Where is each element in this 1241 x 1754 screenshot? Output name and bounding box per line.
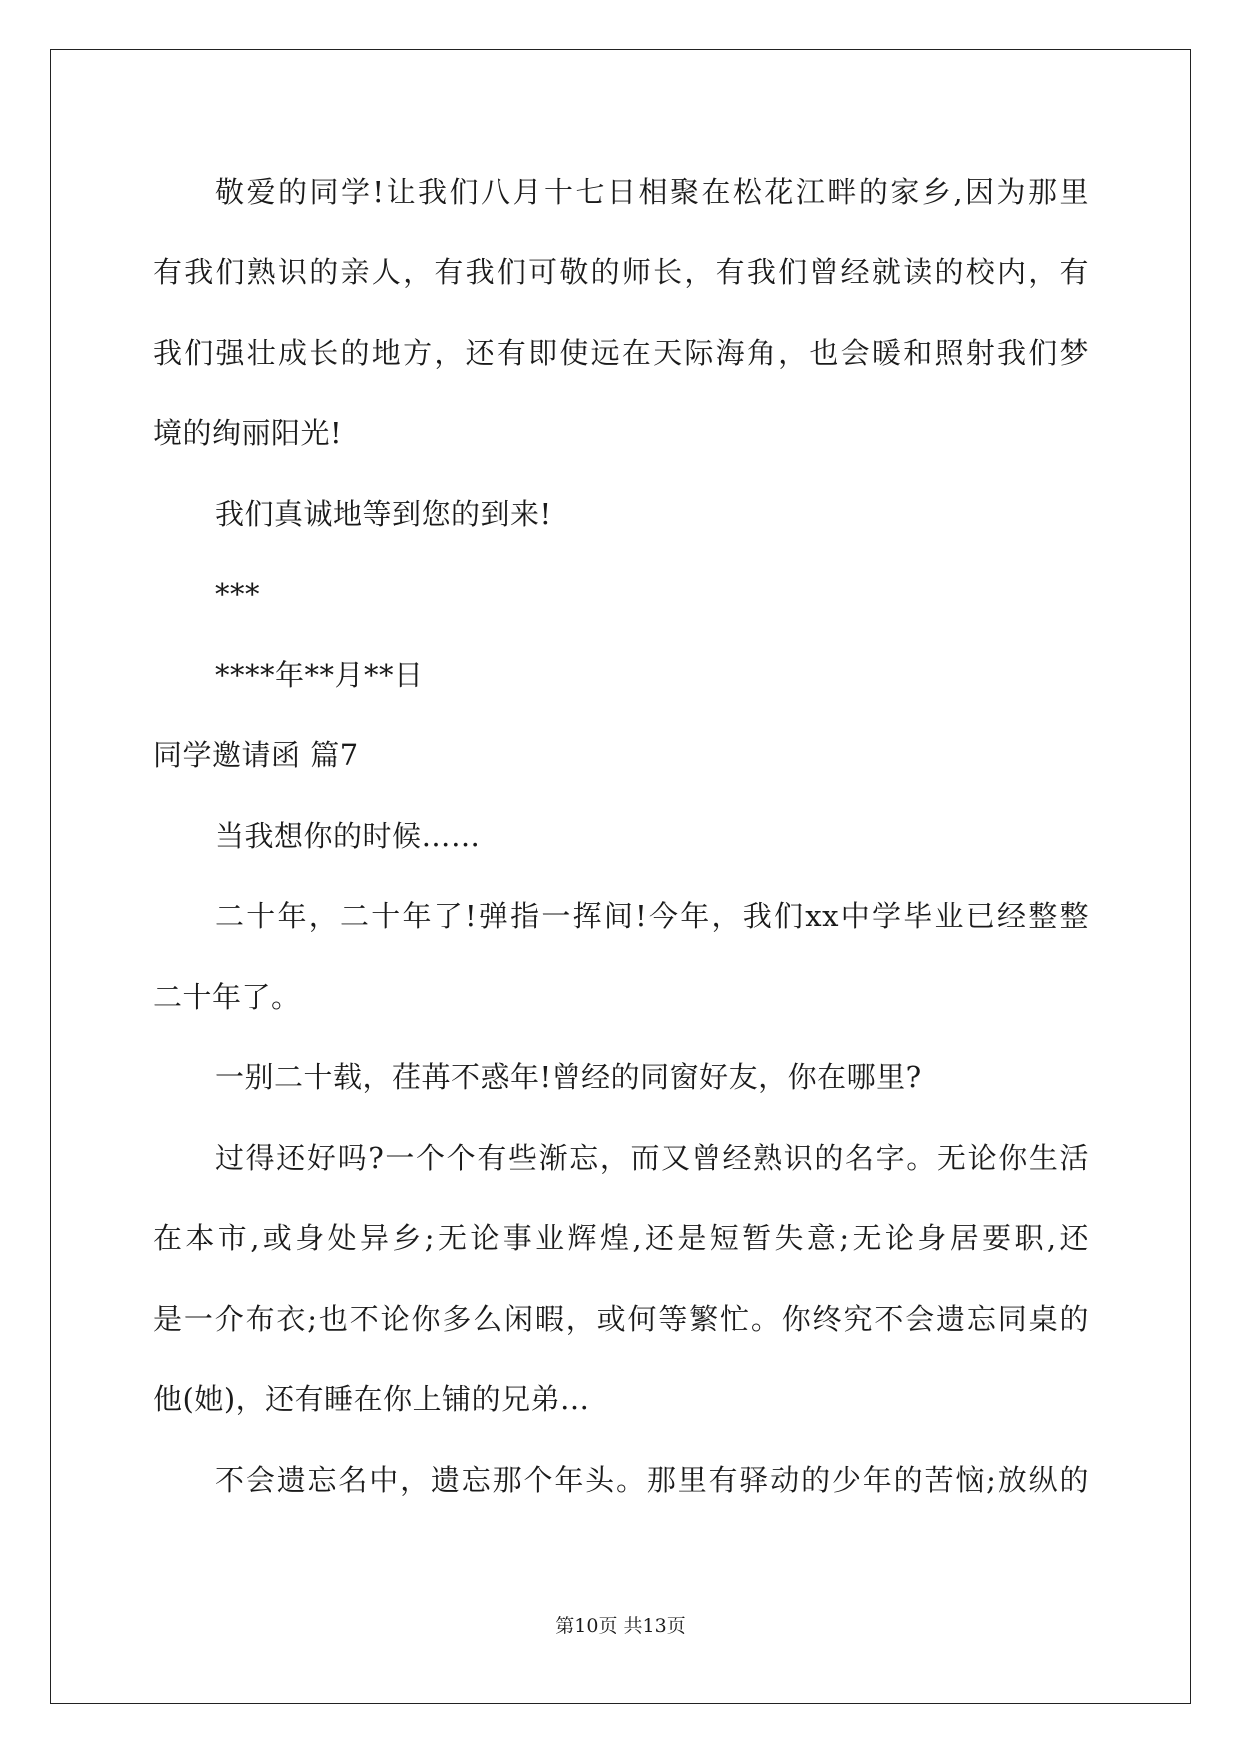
signature-name: ***: [215, 577, 260, 611]
text-line: 我们强壮成长的地方，还有即使远在天际海角，也会暖和照射我们梦: [153, 336, 1089, 370]
text-line: 不会遗忘名中，遗忘那个年头。那里有驿动的少年的苦恼;放纵的: [215, 1463, 1089, 1497]
text-line: 二十年了。: [153, 980, 301, 1014]
text-line: 是一介布衣;也不论你多么闲暇，或何等繁忙。你终究不会遗忘同桌的: [153, 1302, 1089, 1336]
section-heading: 同学邀请函 篇7: [153, 738, 359, 772]
text-line: 境的绚丽阳光!: [153, 416, 343, 450]
signature-date: ****年**月**日: [215, 658, 424, 692]
text-line: 过得还好吗?一个个有些渐忘，而又曾经熟识的名字。无论你生活: [215, 1141, 1089, 1175]
text-line: 当我想你的时候……: [215, 819, 481, 853]
text-line: 在本市,或身处异乡;无论事业辉煌,还是短暂失意;无论身居要职,还: [153, 1221, 1089, 1255]
text-line: 二十年，二十年了!弹指一挥间!今年，我们xx中学毕业已经整整: [215, 899, 1089, 933]
text-line: 敬爱的同学!让我们八月十七日相聚在松花江畔的家乡,因为那里: [215, 175, 1089, 209]
page-border: [50, 49, 1191, 1704]
text-line: 他(她)，还有睡在你上铺的兄弟...: [153, 1382, 590, 1416]
text-line: 一别二十载，荏苒不惑年!曾经的同窗好友，你在哪里?: [215, 1060, 922, 1094]
text-line: 有我们熟识的亲人，有我们可敬的师长，有我们曾经就读的校内，有: [153, 255, 1089, 289]
page-footer: 第10页 共13页: [555, 1615, 686, 1637]
text-line: 我们真诚地等到您的到来!: [215, 497, 552, 531]
